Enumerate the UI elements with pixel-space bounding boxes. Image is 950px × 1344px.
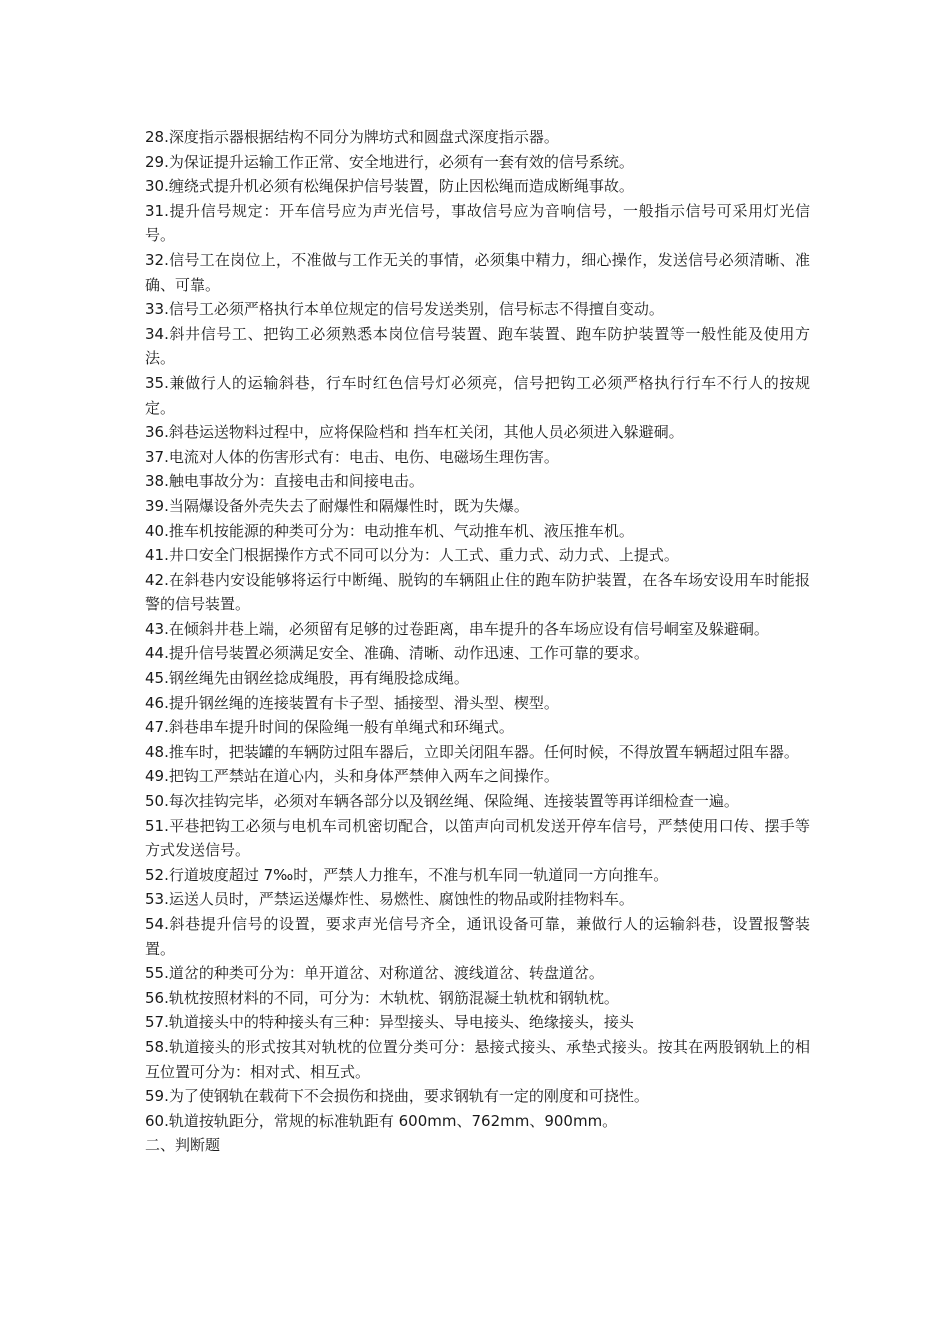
item-54: 54.斜巷提升信号的设置，要求声光信号齐全，通讯设备可靠，兼做行人的运输斜巷，设置报警装置。: [145, 915, 810, 958]
item-44: 44.提升信号装置必须满足安全、准确、清晰、动作迅速、工作可靠的要求。: [145, 644, 649, 663]
item-59: 59.为了使钢轨在载荷下不会损伤和挠曲，要求钢轨有一定的刚度和可挠性。: [145, 1087, 649, 1106]
item-29: 29.为保证提升运输工作正常、安全地进行，必须有一套有效的信号系统。: [145, 152, 634, 171]
item-56: 56.轨枕按照材料的不同，可分为：木轨枕、钢筋混凝土轨枕和钢轨枕。: [145, 988, 619, 1007]
item-57: 57.轨道接头中的特种接头有三种：异型接头、导电接头、绝缘接头，接头: [145, 1013, 634, 1032]
item-33: 33.信号工必须严格执行本单位规定的信号发送类别，信号标志不得擅自变动。: [145, 300, 664, 319]
document-body: [145, 125, 810, 1158]
item-37: 37.电流对人体的伤害形式有：电击、电伤、电磁场生理伤害。: [145, 447, 559, 466]
item-53: 53.运送人员时，严禁运送爆炸性、易燃性、腐蚀性的物品或附挂物料车。: [145, 890, 634, 909]
item-52: 52.行道坡度超过 7‰时，严禁人力推车，不准与机车同一轨道同一方向推车。: [145, 865, 669, 884]
item-38: 38.触电事故分为：直接电击和间接电击。: [145, 472, 424, 491]
item-34: 34.斜井信号工、把钩工必须熟悉本岗位信号装置、跑车装置、跑车防护装置等一般性能及使用方法。: [145, 324, 810, 368]
item-47: 47.斜巷串车提升时间的保险绳一般有单绳式和环绳式。: [145, 718, 514, 737]
item-41: 41.井口安全门根据操作方式不同可以分为：人工式、重力式、动力式、上提式。: [145, 546, 679, 565]
item-55: 55.道岔的种类可分为：单开道岔、对称道岔、渡线道岔、转盘道岔。: [145, 964, 604, 983]
item-45: 45.钢丝绳先由钢丝捻成绳股，再有绳股捻成绳。: [145, 669, 469, 688]
item-58: 58.轨道接头的形式按其对轨枕的位置分类可分：悬接式接头、承垫式接头。按其在两股钢轨上的相互位置可分为：相对式、相互式。: [145, 1037, 810, 1081]
item-28: 28.深度指示器根据结构不同分为牌坊式和圆盘式深度指示器。: [145, 128, 559, 146]
item-39: 39.当隔爆设备外壳失去了耐爆性和隔爆性时，既为失爆。: [145, 496, 529, 515]
item-48: 48.推车时，把装罐的车辆防过阻车器后，立即关闭阻车器。任何时候，不得放置车辆超过阻车器。: [145, 742, 799, 761]
item-32: 32.信号工在岗位上，不准做与工作无关的事情，必须集中精力，细心操作，发送信号必须清晰、准确、可靠。: [145, 250, 810, 294]
item-43: 43.在倾斜井巷上端，必须留有足够的过卷距离，串车提升的各车场应设有信号峒室及躲避硐。: [145, 619, 769, 638]
item-50: 50.每次挂钩完毕，必须对车辆各部分以及钢丝绳、保险绳、连接装置等再详细检查一遍。: [145, 792, 739, 811]
section-heading-true-false: 二、判断题: [145, 1136, 221, 1155]
item-46: 46.提升钢丝绳的连接装置有卡子型、插接型、滑头型、楔型。: [145, 693, 559, 712]
item-35: 35.兼做行人的运输斜巷，行车时红色信号灯必须亮，信号把钩工必须严格执行行车不行人的按规定。: [145, 373, 810, 417]
item-42: 42.在斜巷内安设能够将运行中断绳、脱钩的车辆阻止住的跑车防护装置，在各车场安设用车时能报警的信号装置。: [145, 570, 810, 614]
item-60: 60.轨道按轨距分，常规的标准轨距有 600mm、762mm、900mm。: [145, 1111, 618, 1130]
item-31: 31.提升信号规定：开车信号应为声光信号，事故信号应为音响信号，一般指示信号可采用灯光信号。: [145, 201, 810, 245]
item-36: 36.斜巷运送物料过程中，应将保险档和 挡车杠关闭，其他人员必须进入躲避硐。: [145, 423, 684, 442]
item-30: 30.缠绕式提升机必须有松绳保护信号装置，防止因松绳而造成断绳事故。: [145, 177, 634, 196]
item-40: 40.推车机按能源的种类可分为：电动推车机、气动推车机、液压推车机。: [145, 521, 634, 540]
item-51: 51.平巷把钩工必须与电机车司机密切配合，以笛声向司机发送开停车信号，严禁使用口传、摆手等方式发送信号。: [145, 816, 810, 860]
item-49: 49.把钩工严禁站在道心内，头和身体严禁伸入两车之间操作。: [145, 767, 559, 786]
